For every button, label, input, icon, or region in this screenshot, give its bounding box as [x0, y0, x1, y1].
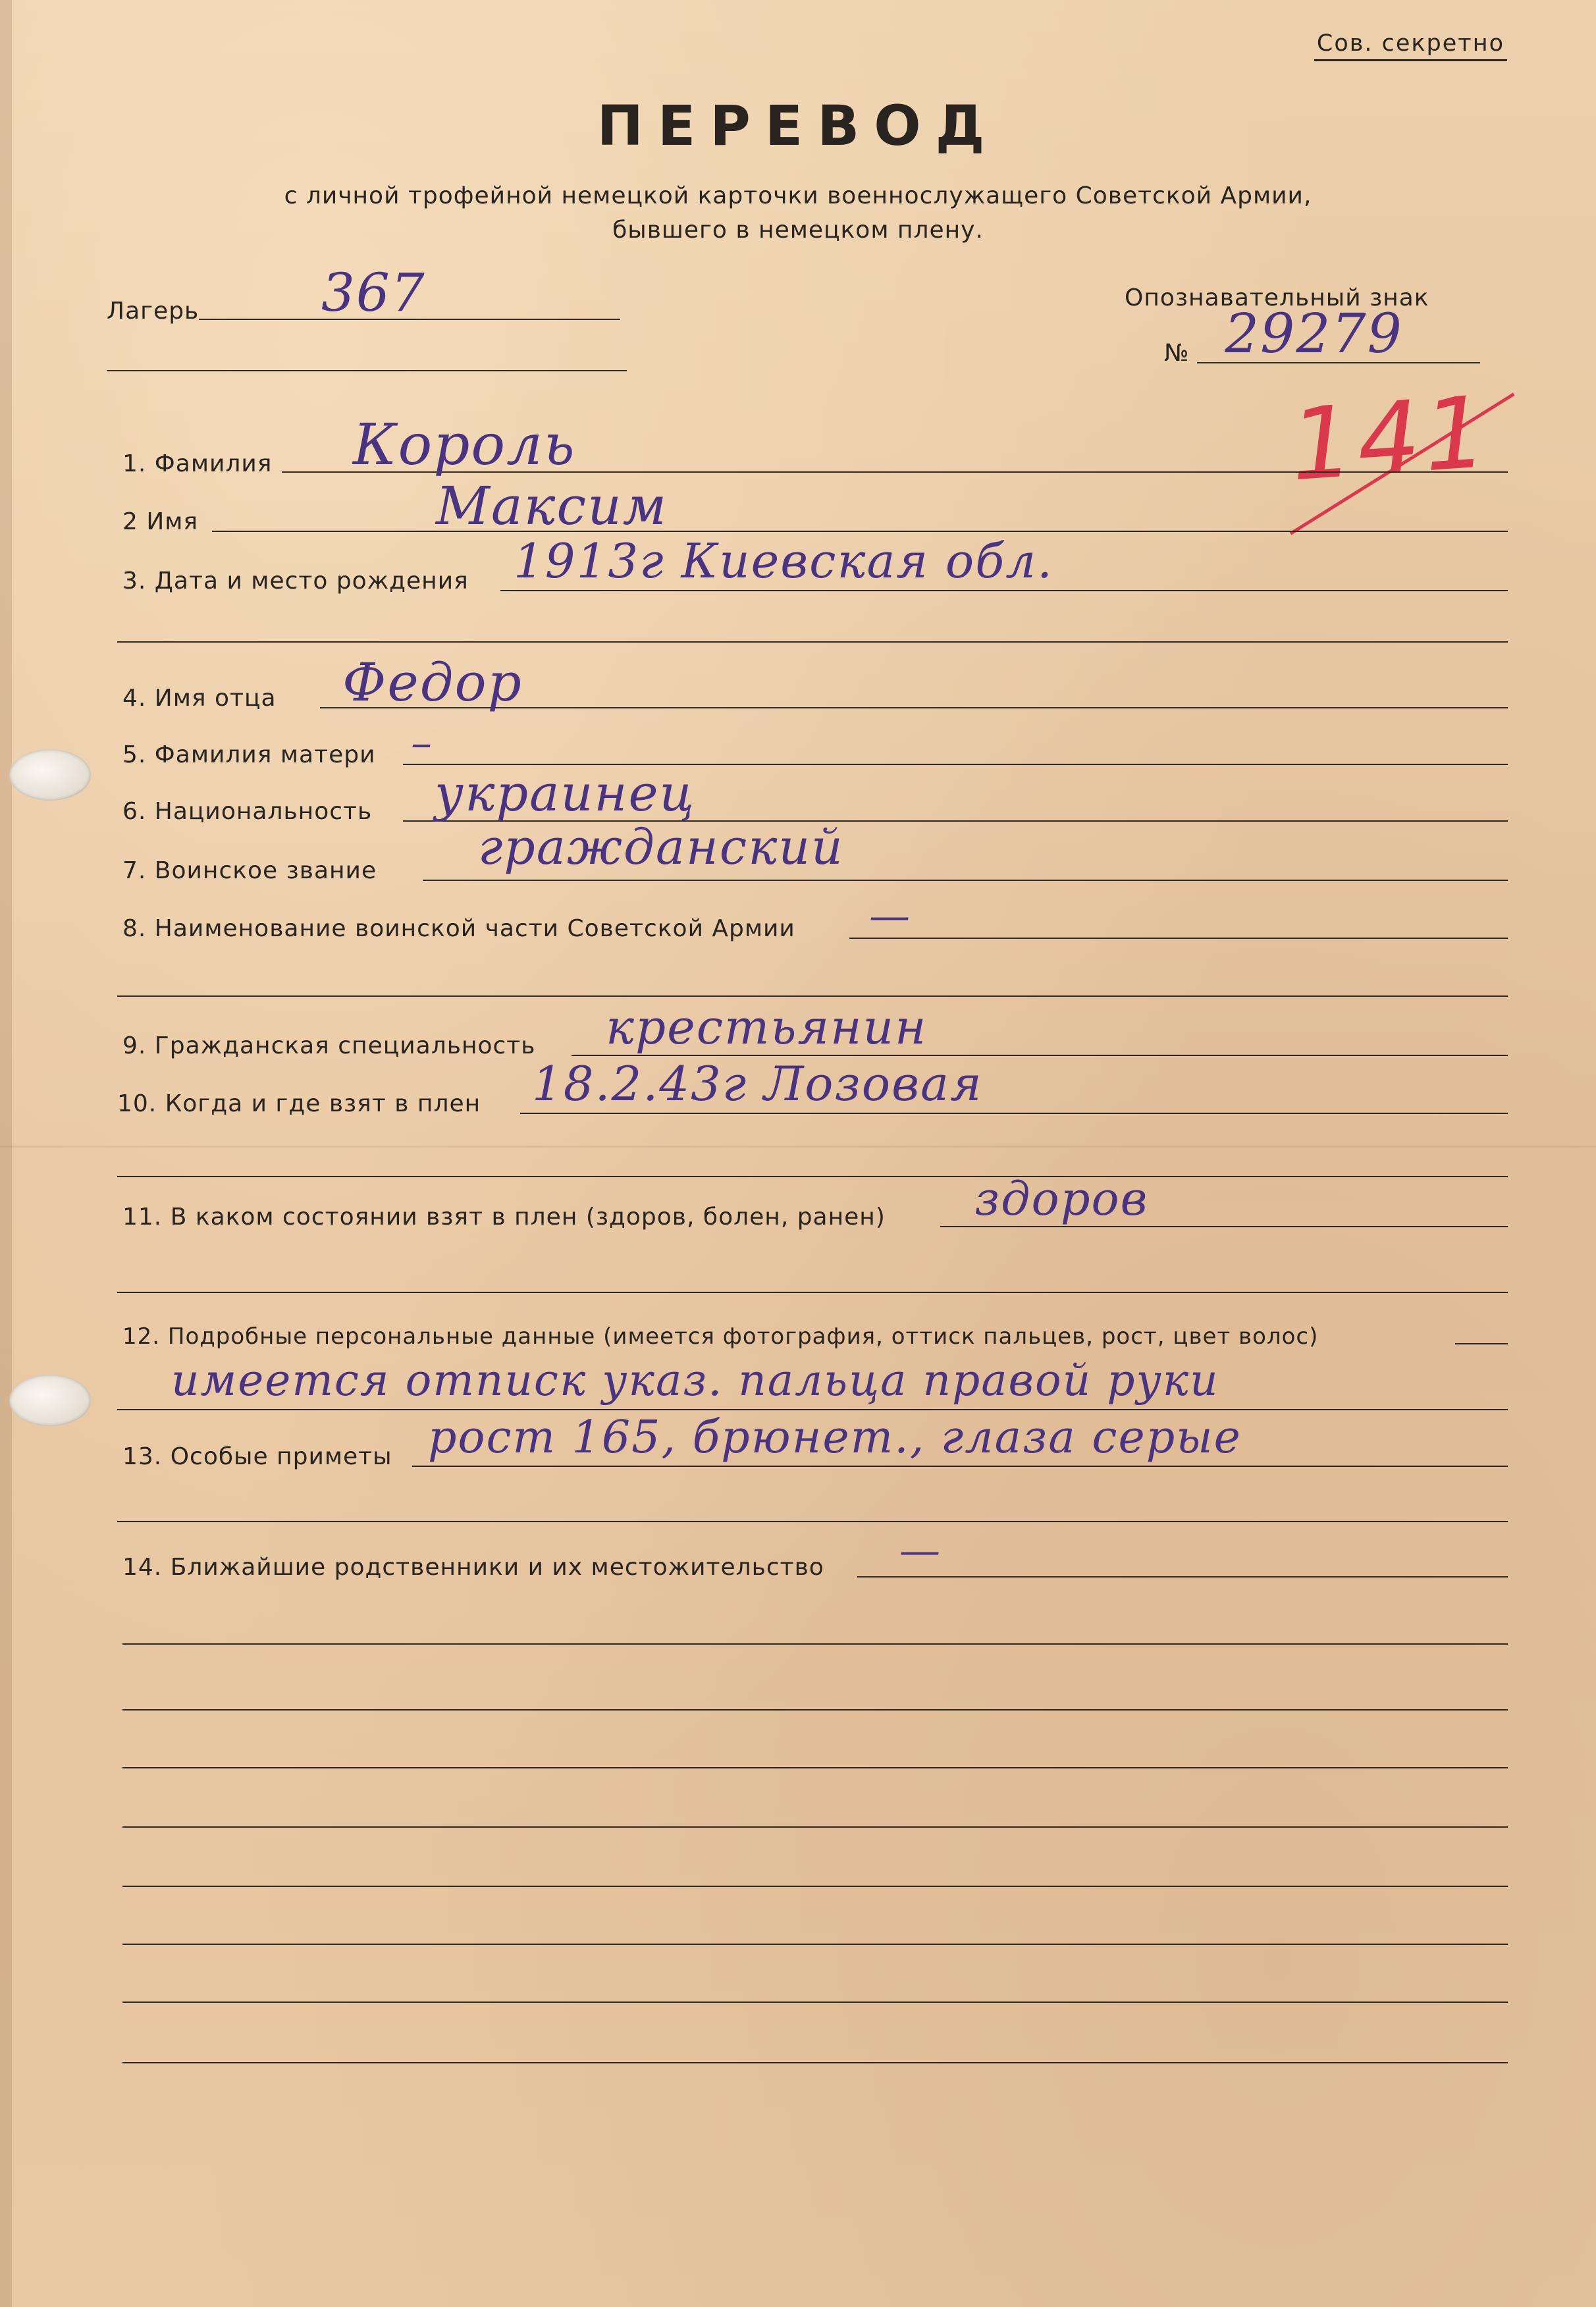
field-3-value: 1913г Киевская обл.	[514, 533, 1053, 589]
field-12-label: 12. Подробные персональные данные (имеется фотография, оттиск пальцев, рост, цвет волос)	[122, 1323, 1319, 1350]
field-12-line	[1455, 1343, 1508, 1344]
field-13-line	[412, 1466, 1508, 1467]
field-12-line-2	[117, 1409, 1508, 1410]
camp-line-2	[107, 370, 627, 371]
field-13-line-2	[117, 1521, 1508, 1522]
punch-hole-top	[9, 749, 91, 801]
paper-fold	[0, 1146, 1596, 1148]
blank-line-4	[122, 1826, 1508, 1828]
field-11-line	[940, 1226, 1508, 1227]
field-1-value: Король	[353, 412, 576, 478]
field-11-value: здоров	[974, 1172, 1149, 1226]
field-10-line-2	[117, 1176, 1508, 1177]
field-13-label: 13. Особые приметы	[122, 1443, 392, 1470]
red-number-mark: 141	[1287, 375, 1495, 504]
field-13-value: рост 165, брюнет., глаза серые	[428, 1412, 1242, 1464]
secret-stamp: Сов. секретно	[1314, 30, 1507, 61]
field-14-value: —	[899, 1526, 942, 1574]
field-9-label: 9. Гражданская специальность	[122, 1032, 536, 1059]
paper-edge	[0, 0, 12, 2307]
document-subtitle	[0, 179, 1596, 248]
punch-hole-bottom	[9, 1375, 91, 1426]
blank-line-2	[122, 1709, 1508, 1710]
field-14-label: 14. Ближайшие родственники и их местожительство	[122, 1554, 824, 1581]
field-11-line-2	[117, 1292, 1508, 1293]
field-8-value: —	[869, 891, 911, 940]
field-8-line-2	[117, 995, 1508, 997]
field-14-line	[857, 1576, 1508, 1578]
field-5-value: –	[411, 719, 433, 768]
field-7-label: 7. Воинское звание	[122, 857, 377, 884]
blank-line-8	[122, 2062, 1508, 2063]
badge-value: 29279	[1225, 303, 1403, 365]
blank-line-5	[122, 1886, 1508, 1887]
field-3-line-2	[117, 641, 1508, 643]
field-9-value: крестьянин	[606, 999, 928, 1055]
blank-line-1	[122, 1643, 1508, 1645]
blank-line-3	[122, 1767, 1508, 1768]
field-6-label: 6. Национальность	[122, 798, 373, 825]
field-7-value: гражданский	[478, 819, 844, 876]
field-10-value: 18.2.43г Лозовая	[532, 1056, 983, 1111]
field-12-value: имеется отпиcк указ. пальца правой руки	[171, 1355, 1219, 1406]
badge-prefix: №	[1164, 340, 1190, 367]
field-2-label: 2 Имя	[122, 508, 199, 535]
camp-value: 367	[321, 262, 426, 323]
field-1-label: 1. Фамилия	[122, 450, 273, 477]
field-8-line	[849, 938, 1508, 939]
camp-label: Лагерь	[107, 298, 200, 325]
field-10-line	[520, 1113, 1508, 1114]
field-4-label: 4. Имя отца	[122, 685, 277, 712]
field-8-label: 8. Наименование воинской части Советской Армии	[122, 915, 795, 942]
field-10-label: 10. Когда и где взят в плен	[117, 1090, 481, 1117]
badge-label: Опознавательный знак	[1125, 284, 1429, 311]
blank-line-6	[122, 1944, 1508, 1945]
field-2-value: Максим	[436, 475, 668, 537]
field-7-line	[423, 880, 1508, 881]
field-3-line	[500, 590, 1508, 591]
field-4-value: Федор	[342, 652, 523, 713]
blank-line-7	[122, 2002, 1508, 2003]
field-5-label: 5. Фамилия матери	[122, 741, 376, 768]
subtitle-line-1: с личной трофейной немецкой карточки военнослужащего Советской Армии,	[284, 182, 1312, 209]
field-6-value: украинец	[435, 764, 696, 822]
field-11-label: 11. В каком состоянии взят в плен (здоров, болен, ранен)	[122, 1204, 886, 1231]
subtitle-line-2: бывшего в немецком плену.	[612, 217, 984, 244]
field-3-label: 3. Дата и место рождения	[122, 568, 469, 595]
field-2-line	[212, 531, 1508, 532]
document-title: ПЕРЕВОД	[597, 93, 999, 158]
